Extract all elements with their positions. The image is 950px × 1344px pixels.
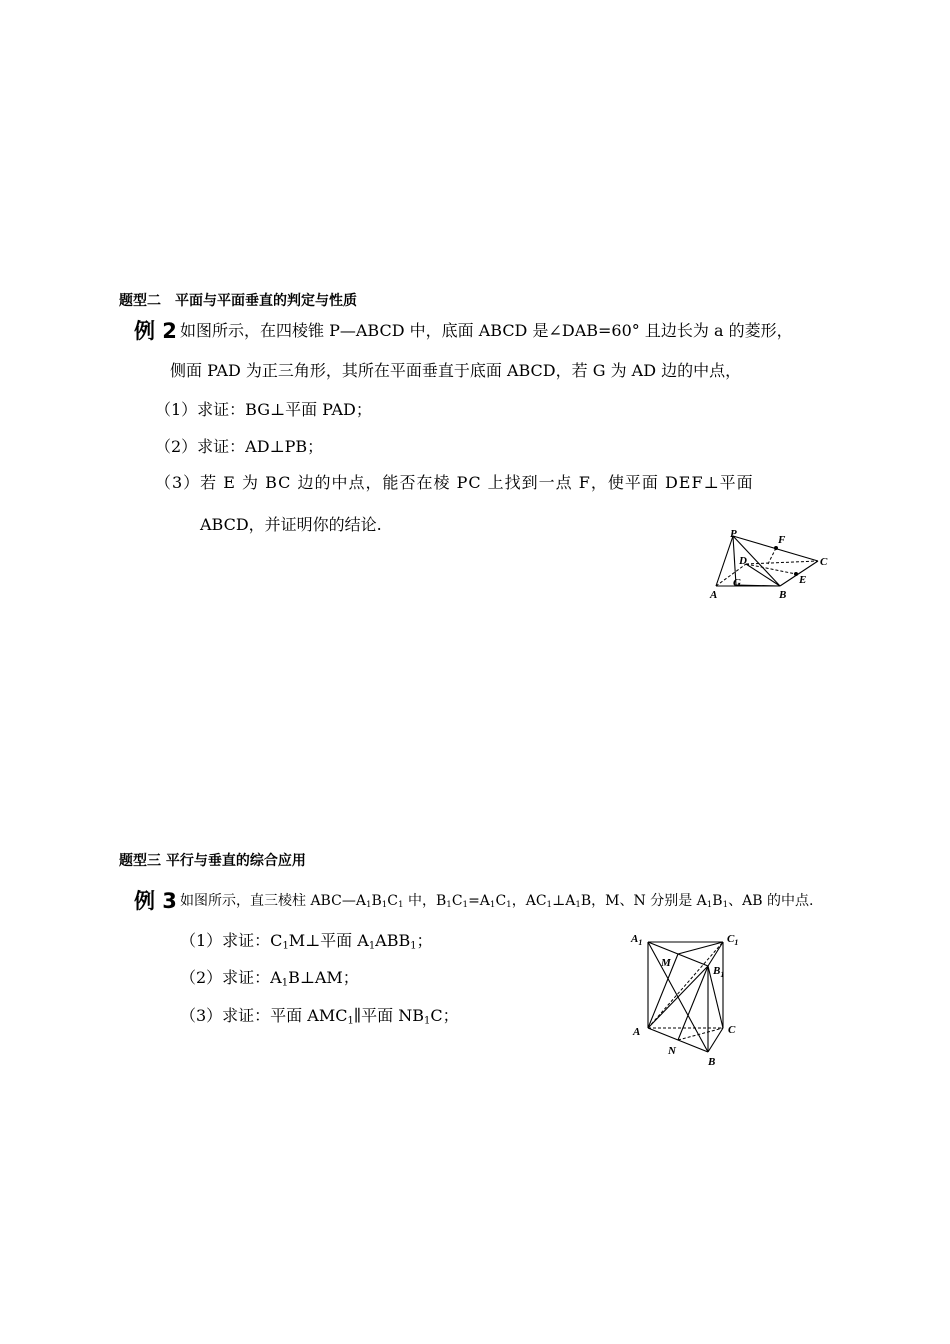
label-B1: $B_1$ xyxy=(713,965,725,979)
label-M: M xyxy=(661,957,671,969)
label-C1: $C_1$ xyxy=(727,933,739,947)
label-A1: $A_1$ xyxy=(631,933,643,947)
example-2-line-1: 如图所示，在四棱锥 P—ABCD 中，底面 ABCD 是∠DAB=60° 且边长为 a 的菱形， xyxy=(180,321,793,340)
example-2-question-3-line-2: ABCD，并证明你的结论. xyxy=(200,515,382,534)
label-D: D xyxy=(739,555,747,567)
label-C: C xyxy=(820,556,828,568)
example-2-question-1: （1）求证：BG⊥平面 PAD； xyxy=(155,400,372,419)
label-F: F xyxy=(778,534,786,546)
example-2-line-2: 侧面 PAD 为正三角形，其所在平面垂直于底面 ABCD，若 G 为 AD 边的中点， xyxy=(170,361,742,380)
example-3-question-1: （1）求证：$C_1M\perp$平面 $A_1ABB_1$； xyxy=(180,931,433,952)
label-P: P xyxy=(730,528,737,540)
example-2-question-2: （2）求证：AD⊥PB； xyxy=(155,437,324,456)
label-A: A xyxy=(633,1026,641,1038)
label-C: C xyxy=(728,1024,736,1036)
example-3-line-1: 如图所示，直三棱柱 $ABC—A_1B_1C_1$ 中，$B_1C_1=A_1C_1$，$AC_1\perp A_1B$，M、N 分别是 $A_1B_1$、AB 的中点. xyxy=(180,893,814,911)
prism-figure xyxy=(628,932,748,1067)
section-2-heading: 题型二 平面与平面垂直的判定与性质 xyxy=(119,293,357,309)
label-A: A xyxy=(710,589,718,601)
example-3-label: 例 3 xyxy=(134,889,177,913)
example-2-label: 例 2 xyxy=(134,319,177,343)
pyramid-figure xyxy=(708,528,838,603)
label-B: B xyxy=(779,589,787,601)
label-N: N xyxy=(668,1045,676,1057)
example-3-question-3: （3）求证：平面 $AMC_1\parallel$平面 $NB_1C$； xyxy=(180,1006,459,1027)
label-B: B xyxy=(708,1056,716,1068)
example-3-question-2: （2）求证：$A_1B\perp AM$； xyxy=(180,968,359,989)
label-E: E xyxy=(799,574,807,586)
section-3-heading: 题型三 平行与垂直的综合应用 xyxy=(119,853,306,869)
label-G: G xyxy=(733,577,741,589)
example-2-question-3-line-1: （3）若 E 为 BC 边的中点，能否在棱 PC 上找到一点 F，使平面 DEF⊥平面 xyxy=(155,473,754,492)
